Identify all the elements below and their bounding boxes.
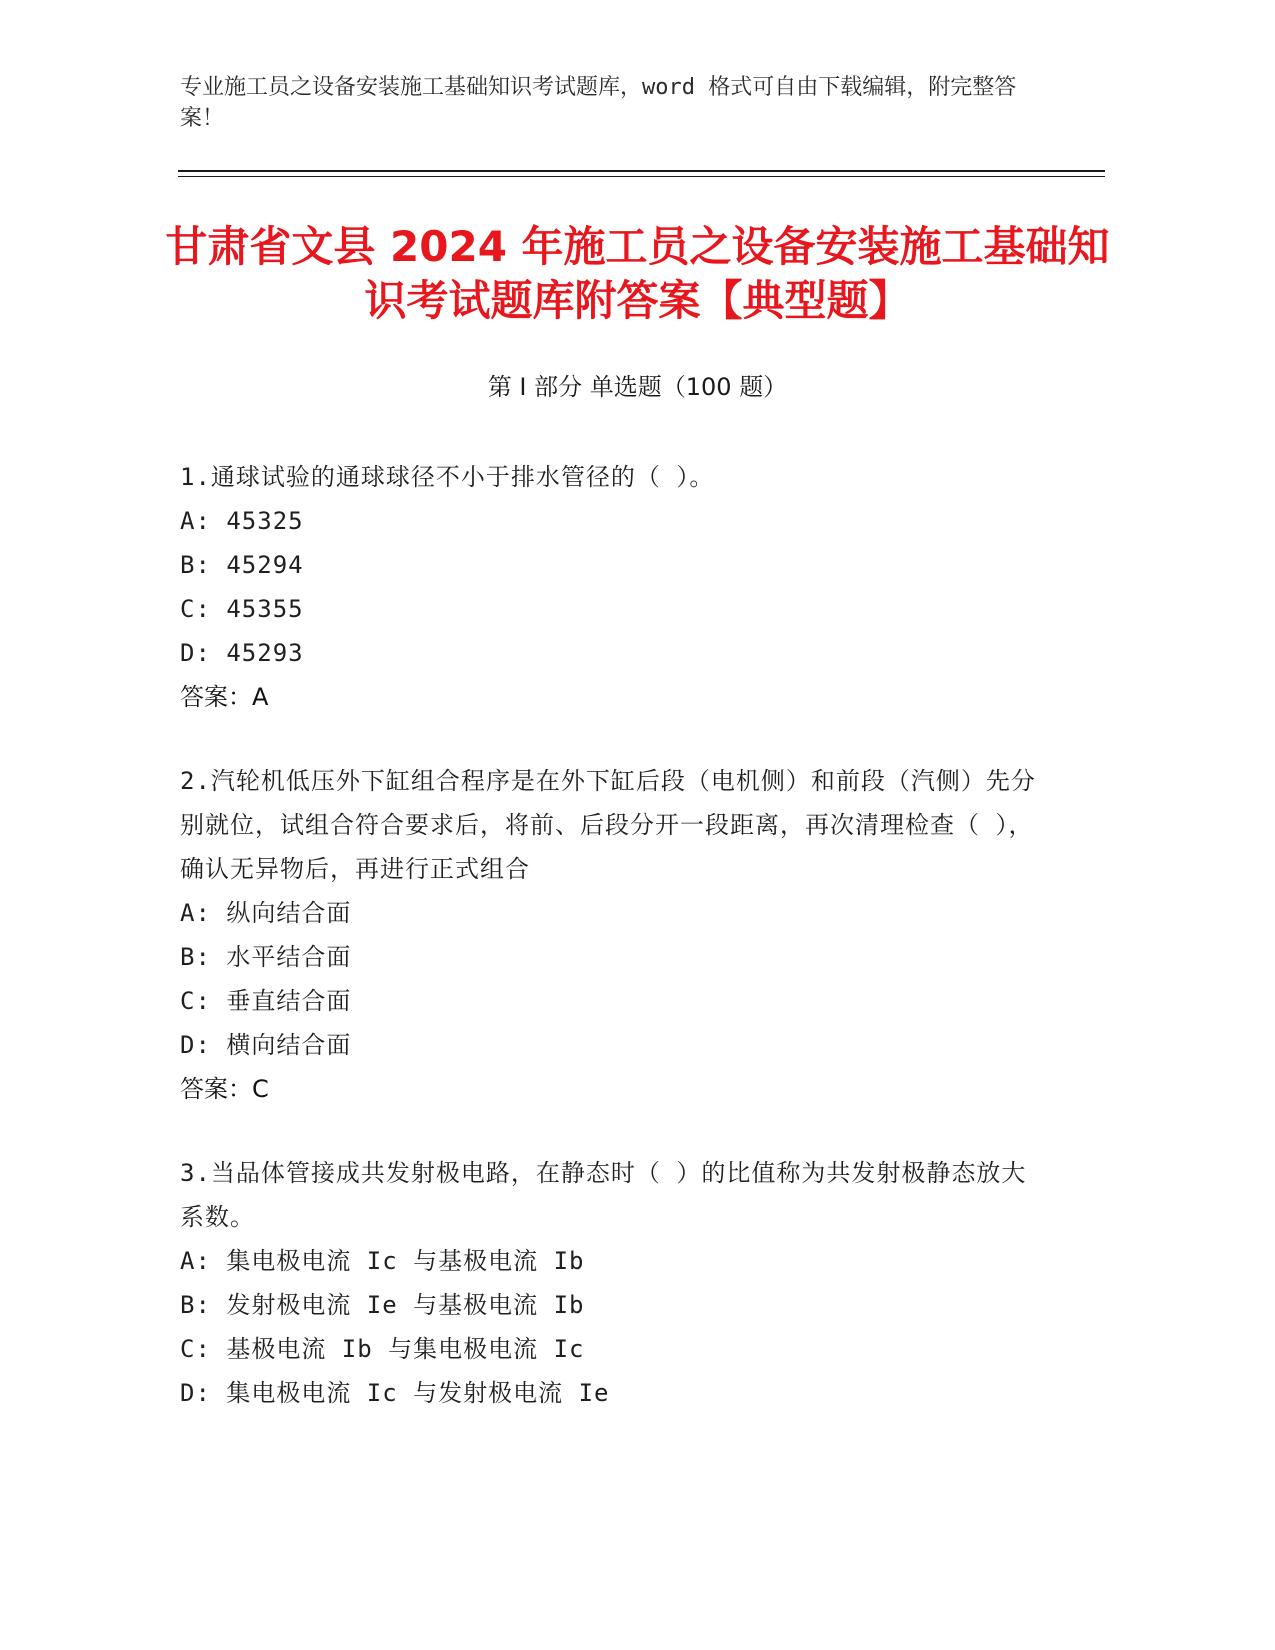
option-b: B: 发射极电流 Ie 与基极电流 Ib xyxy=(180,1291,585,1319)
option-d: D: 横向结合面 xyxy=(180,1031,352,1059)
question-stem: 3.当品体管接成共发射极电路，在静态时（ ）的比值称为共发射极静态放大系数。 xyxy=(180,1159,1027,1231)
header-divider-thick xyxy=(178,170,1105,172)
question-stem: 1.通球试验的通球球径不小于排水管径的（ ）。 xyxy=(180,463,715,491)
question-list xyxy=(180,455,1040,1455)
document-title: 甘肃省文县 2024 年施工员之设备安装施工基础知识考试题库附答案【典型题】 xyxy=(165,222,1110,325)
option-d: D: 45293 xyxy=(180,639,304,667)
answer: 答案：C xyxy=(180,1075,269,1103)
question-item xyxy=(180,1151,1040,1415)
question-stem: 2.汽轮机低压外下缸组合程序是在外下缸后段（电机侧）和前段（汽侧）先分别就位，试组合符合要求后，将前、后段分开一段距离，再次清理检查（ ），确认无异物后，再进行正式组合 xyxy=(180,767,1036,883)
option-b: B: 45294 xyxy=(180,551,304,579)
question-item xyxy=(180,759,1040,1111)
option-a: A: 集电极电流 Ic 与基极电流 Ib xyxy=(180,1247,585,1275)
option-a: A: 纵向结合面 xyxy=(180,899,352,927)
section-heading: 第 I 部分 单选题（100 题） xyxy=(487,373,788,401)
option-b: B: 水平结合面 xyxy=(180,943,352,971)
header-note: 专业施工员之设备安装施工基础知识考试题库，word 格式可自由下载编辑，附完整答案！ xyxy=(180,75,1017,131)
option-a: A: 45325 xyxy=(180,507,304,535)
option-c: C: 基极电流 Ib 与集电极电流 Ic xyxy=(180,1335,585,1363)
option-c: C: 45355 xyxy=(180,595,304,623)
option-c: C: 垂直结合面 xyxy=(180,987,352,1015)
option-d: D: 集电极电流 Ic 与发射极电流 Ie xyxy=(180,1379,610,1407)
answer: 答案：A xyxy=(180,683,269,711)
question-item xyxy=(180,455,1040,719)
header-divider-thin xyxy=(178,176,1105,177)
